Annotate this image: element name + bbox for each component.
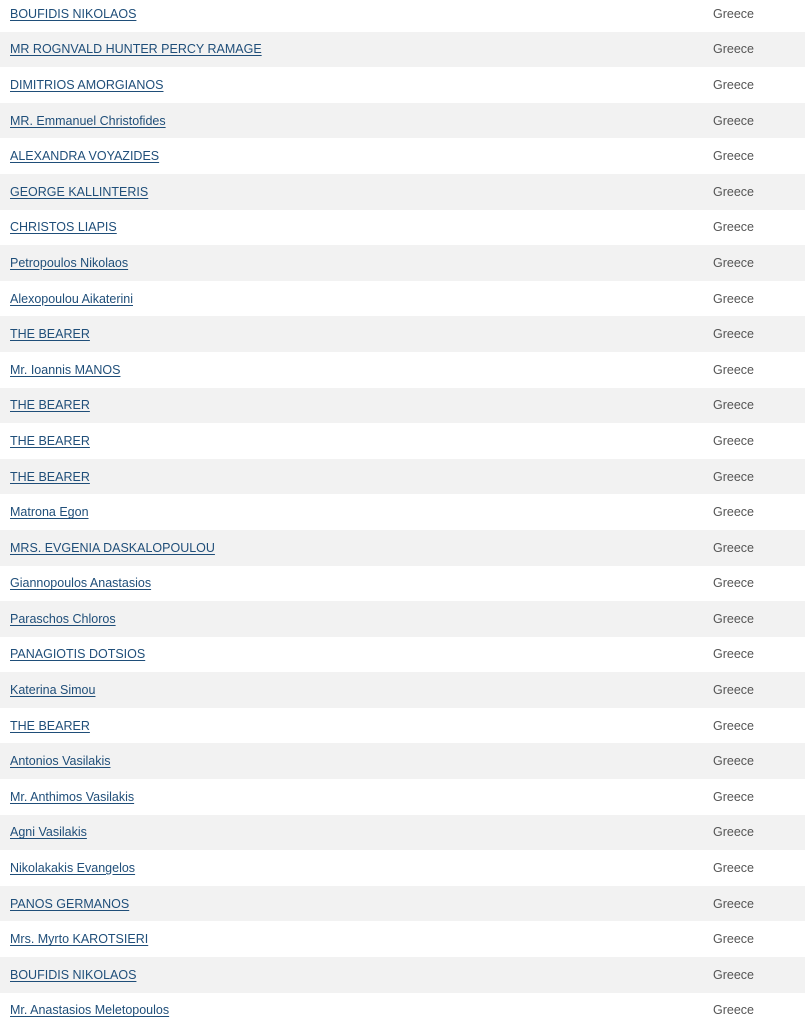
officer-name-link[interactable]: Mrs. Myrto KAROTSIERI xyxy=(10,932,149,947)
officer-name-link[interactable]: Antonios Vasilakis xyxy=(10,754,111,769)
officer-name-link[interactable]: MR. Emmanuel Christofides xyxy=(10,113,166,128)
officer-name-link[interactable]: Katerina Simou xyxy=(10,683,96,698)
officer-name-link[interactable]: MRS. EVGENIA DASKALOPOULOU xyxy=(10,540,215,555)
table-row xyxy=(0,494,805,530)
officer-name-link[interactable]: Mr. Anastasios Meletopoulos xyxy=(10,1003,170,1018)
country-cell: Greece xyxy=(713,184,754,199)
officer-name-link[interactable]: THE BEARER xyxy=(10,398,90,413)
table-row xyxy=(0,886,805,922)
officer-name-link[interactable]: Matrona Egon xyxy=(10,505,89,520)
country-cell: Greece xyxy=(713,77,754,92)
table-row xyxy=(0,957,805,993)
country-cell: Greece xyxy=(713,932,754,947)
table-row xyxy=(0,708,805,744)
country-cell: Greece xyxy=(713,718,754,733)
table-row xyxy=(0,637,805,673)
country-cell: Greece xyxy=(713,611,754,626)
table-row xyxy=(0,174,805,210)
country-cell: Greece xyxy=(713,327,754,342)
country-cell: Greece xyxy=(713,255,754,270)
table-row xyxy=(0,921,805,957)
table-row xyxy=(0,388,805,424)
officer-name-link[interactable]: Mr. Anthimos Vasilakis xyxy=(10,789,135,804)
table-row xyxy=(0,281,805,317)
officer-name-link[interactable]: THE BEARER xyxy=(10,718,90,733)
table-row xyxy=(0,566,805,602)
officer-name-link[interactable]: Nikolakakis Evangelos xyxy=(10,861,136,876)
country-cell: Greece xyxy=(713,149,754,164)
officer-name-link[interactable]: MR ROGNVALD HUNTER PERCY RAMAGE xyxy=(10,42,262,57)
country-cell: Greece xyxy=(713,291,754,306)
country-cell: Greece xyxy=(713,576,754,591)
country-cell: Greece xyxy=(713,113,754,128)
officer-name-link[interactable]: Paraschos Chloros xyxy=(10,611,116,626)
country-cell: Greece xyxy=(713,433,754,448)
officer-name-link[interactable]: ALEXANDRA VOYAZIDES xyxy=(10,149,160,164)
table-row xyxy=(0,210,805,246)
table-row xyxy=(0,423,805,459)
table-row xyxy=(0,993,805,1024)
table-row xyxy=(0,530,805,566)
officer-name-link[interactable]: DIMITRIOS AMORGIANOS xyxy=(10,77,164,92)
officer-name-link[interactable]: Agni Vasilakis xyxy=(10,825,87,840)
officer-name-link[interactable]: Giannopoulos Anastasios xyxy=(10,576,152,591)
country-cell: Greece xyxy=(713,683,754,698)
country-cell: Greece xyxy=(713,789,754,804)
table-row xyxy=(0,67,805,103)
table-row xyxy=(0,779,805,815)
officer-name-link[interactable]: THE BEARER xyxy=(10,327,90,342)
country-cell: Greece xyxy=(713,647,754,662)
table-row xyxy=(0,352,805,388)
country-cell: Greece xyxy=(713,825,754,840)
country-cell: Greece xyxy=(713,398,754,413)
country-cell: Greece xyxy=(713,896,754,911)
table-row xyxy=(0,103,805,139)
country-cell: Greece xyxy=(713,220,754,235)
country-cell: Greece xyxy=(713,505,754,520)
country-cell: Greece xyxy=(713,1003,754,1018)
country-cell: Greece xyxy=(713,362,754,377)
officer-name-link[interactable]: THE BEARER xyxy=(10,469,90,484)
table-row xyxy=(0,601,805,637)
officer-name-link[interactable]: Mr. Ioannis MANOS xyxy=(10,362,121,377)
officer-name-link[interactable]: PANAGIOTIS DOTSIOS xyxy=(10,647,146,662)
officer-name-link[interactable]: BOUFIDIS NIKOLAOS xyxy=(10,6,137,21)
country-cell: Greece xyxy=(713,469,754,484)
officer-name-link[interactable]: THE BEARER xyxy=(10,433,90,448)
table-row xyxy=(0,672,805,708)
table-row xyxy=(0,245,805,281)
table-row xyxy=(0,138,805,174)
table-row xyxy=(0,316,805,352)
officer-name-link[interactable]: GEORGE KALLINTERIS xyxy=(10,184,149,199)
table-row xyxy=(0,459,805,495)
country-cell: Greece xyxy=(713,754,754,769)
country-cell: Greece xyxy=(713,861,754,876)
table-row xyxy=(0,32,805,68)
country-cell: Greece xyxy=(713,42,754,57)
officer-name-link[interactable]: PANOS GERMANOS xyxy=(10,896,130,911)
officer-name-link[interactable]: Petropoulos Nikolaos xyxy=(10,255,129,270)
country-cell: Greece xyxy=(713,540,754,555)
table-row xyxy=(0,850,805,886)
table-row xyxy=(0,815,805,851)
table-row xyxy=(0,743,805,779)
country-cell: Greece xyxy=(713,6,754,21)
officer-name-link[interactable]: Alexopoulou Aikaterini xyxy=(10,291,133,306)
officer-name-link[interactable]: CHRISTOS LIAPIS xyxy=(10,220,117,235)
country-cell: Greece xyxy=(713,967,754,982)
table-row xyxy=(0,0,805,32)
officer-name-link[interactable]: BOUFIDIS NIKOLAOS xyxy=(10,967,137,982)
